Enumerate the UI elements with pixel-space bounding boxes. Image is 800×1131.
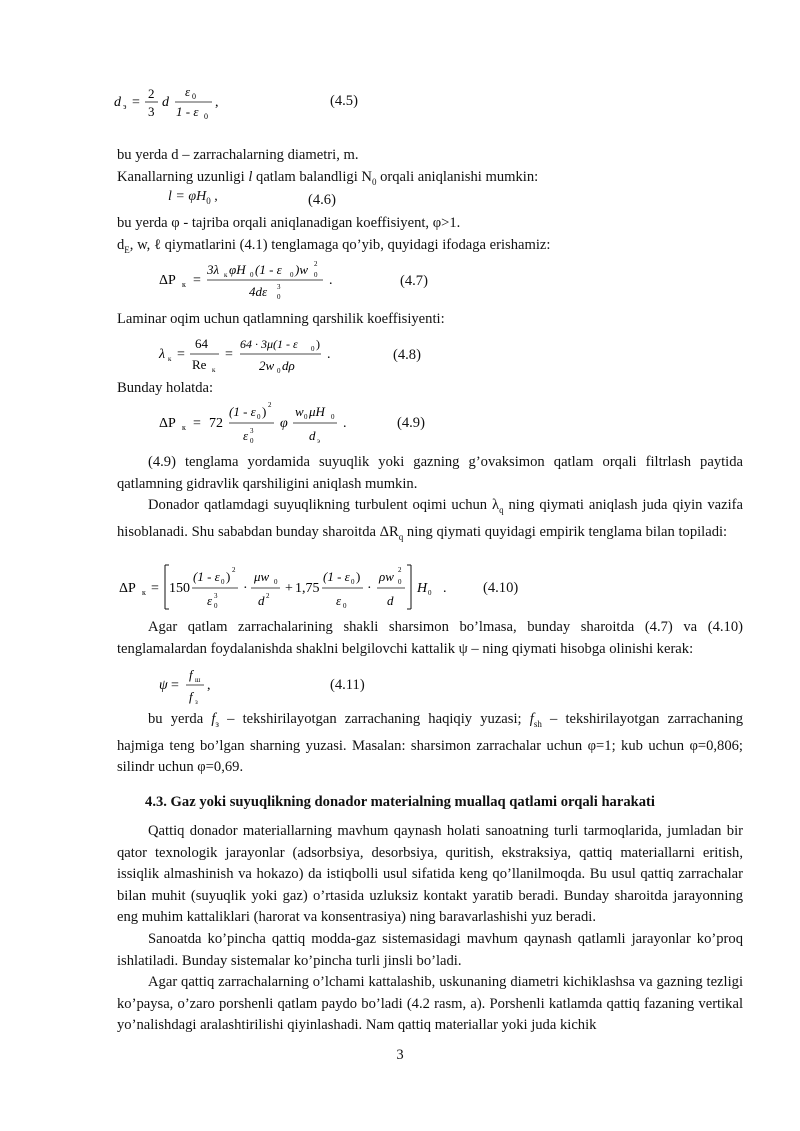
svg-text:ρw: ρw — [379, 569, 394, 584]
svg-text:0: 0 — [311, 345, 315, 353]
svg-text:ΔP: ΔP — [119, 581, 136, 596]
paragraph-in-this-case: Bunday holatda: — [117, 380, 214, 396]
svg-text:ш: ш — [195, 676, 201, 684]
eq-number-4-6: (4.6) — [308, 192, 336, 208]
svg-text:к: к — [212, 366, 216, 374]
eq45-lhs: d — [114, 95, 121, 110]
svg-text:0: 0 — [277, 293, 281, 301]
svg-text:0: 0 — [398, 578, 402, 586]
svg-text:)w: )w — [295, 262, 308, 277]
paragraph-diameter: bu yerda d – zarrachalarning diametri, m. — [117, 147, 359, 163]
svg-text:dρ: dρ — [282, 358, 295, 373]
svg-text:λ: λ — [159, 347, 166, 362]
eq45-coef-den: 3 — [148, 104, 155, 119]
svg-text:μH: μH — [309, 404, 325, 419]
svg-text:(1 - ε: (1 - ε — [323, 569, 350, 584]
eq-number-4-8: (4.8) — [393, 347, 421, 363]
svg-text:3: 3 — [214, 592, 218, 600]
svg-text:0: 0 — [351, 578, 355, 586]
svg-text:0: 0 — [314, 271, 318, 279]
eq47-lhs: ΔP — [159, 273, 176, 288]
svg-text:к: к — [168, 355, 172, 363]
svg-text:=: = — [171, 678, 179, 693]
svg-text:72: 72 — [209, 416, 223, 431]
svg-text:): ) — [262, 404, 267, 419]
svg-text:2: 2 — [266, 592, 270, 600]
paragraph-turbulent: Donador qatlamdagi suyuqlikning turbulent oqimi uchun $\lambda_q$ ning qiymati aniqlash juda qiyin vazifa hisoblanadi. Shu sababdan bunday sharoitda $\Delta R_q$ ning qiymati quyidagi empirik tenglama bilan topiladi: — [117, 497, 744, 542]
svg-text:w: w — [295, 404, 304, 419]
svg-text:d: d — [387, 593, 394, 608]
svg-text:φH: φH — [229, 262, 246, 277]
svg-text:,: , — [207, 678, 211, 693]
svg-text:1,75: 1,75 — [295, 581, 320, 596]
svg-text:0: 0 — [221, 578, 225, 586]
svg-text:·: · — [367, 581, 372, 596]
svg-text:.: . — [443, 581, 447, 596]
svg-text:64: 64 — [195, 336, 208, 351]
svg-text:0: 0 — [277, 367, 281, 375]
equation-4-7 — [157, 256, 347, 306]
paragraph-shape-factor: Agar qatlam zarrachalarining shakli sharsimon bo’lmasa, bunday sharoitda (4.7) va (4.10) tenglamalardan foydalanishda shaklni belgilovchi kattalik ψ – ning qiymati hisobga olinishi kerak: — [117, 619, 743, 657]
paragraph-piston-layer: Agar qattiq zarrachalarning o’lchami kattalashib, uskunaning diametri kichiklashsa va gazning tezligi ko’paysa, o’zaro porshenli qatlam paydo bo’ladi (4.2 rasm, a). Porshenli katlamda qattiq fazaning vertikal yo’nalishdagi aralashtirilishi qiyinlashadi. Nam qattiq materiallar yoki juda kichik — [117, 974, 743, 1034]
svg-text:0: 0 — [214, 602, 218, 610]
eq45-frac-num: ε — [185, 84, 191, 99]
svg-text:f: f — [189, 667, 193, 682]
equation-4-8 — [157, 330, 337, 378]
svg-text:0: 0 — [250, 271, 254, 279]
svg-text:64 · 3μ(1 - ε: 64 · 3μ(1 - ε — [240, 337, 298, 351]
svg-text:0: 0 — [304, 413, 308, 421]
equation-4-9 — [157, 397, 357, 449]
svg-text:4dε: 4dε — [249, 284, 268, 299]
svg-text:=: = — [193, 273, 201, 288]
svg-text:3λ: 3λ — [207, 262, 220, 277]
svg-text:(1 - ε: (1 - ε — [229, 404, 256, 419]
svg-text:Re: Re — [192, 357, 207, 372]
eq45-coef-num: 2 — [148, 86, 155, 101]
svg-text:2w: 2w — [259, 358, 275, 373]
svg-text:(1 - ε: (1 - ε — [193, 569, 220, 584]
svg-text:·: · — [243, 581, 248, 596]
equation-4-10 — [117, 561, 477, 615]
svg-text:H: H — [417, 581, 428, 596]
eq45-var: d — [162, 95, 169, 110]
svg-text:2: 2 — [232, 566, 236, 574]
svg-text:0: 0 — [257, 413, 261, 421]
svg-text:0: 0 — [343, 602, 347, 610]
eq-number-4-7: (4.7) — [400, 273, 428, 289]
paragraph-coefficient: bu yerda φ - tajriba orqali aniqlanadigan koeffisiyent, φ>1. — [117, 215, 461, 231]
svg-text:f: f — [189, 689, 193, 704]
svg-text:0: 0 — [274, 578, 278, 586]
svg-text:2: 2 — [398, 566, 402, 574]
paragraph-4-9-usage: (4.9) tenglama yordamida suyuqlik yoki gazning g’ovaksimon qatlam orqali filtrlash paytida qatlamning gidravlik qarshiligini aniqlash mumkin. — [117, 454, 743, 492]
svg-text:к: к — [182, 280, 186, 289]
svg-text:(1 - ε: (1 - ε — [255, 262, 282, 277]
svg-text:φ: φ — [280, 416, 288, 431]
svg-text:): ) — [316, 337, 320, 351]
eq-number-4-5: (4.5) — [330, 93, 358, 109]
svg-text:=: = — [225, 347, 233, 362]
svg-text:.: . — [327, 347, 331, 362]
svg-text:d: d — [309, 428, 316, 443]
svg-text:.: . — [343, 416, 347, 431]
paragraph-laminar: Laminar oqim uchun qatlamning qarshilik koeffisiyenti: — [117, 311, 445, 327]
svg-text:): ) — [356, 569, 361, 584]
svg-text:2: 2 — [268, 401, 272, 409]
svg-text:3: 3 — [277, 283, 281, 291]
svg-text:=: = — [132, 95, 140, 110]
svg-text:к: к — [182, 423, 186, 432]
eq-number-4-10: (4.10) — [483, 580, 519, 596]
svg-text:+: + — [285, 581, 293, 596]
paragraph-fluidized-bed: Qattiq donador materiallarning mavhum qaynash holati sanoatning turli tarmoqlarida, jumladan bir qator texnologik jarayonlar (adsorbsiya, desorbsiya, quritish, ekstraksiya, qattiq materiallarni eritish, issiqlik almashinish va hokazo) da istiqbolli usul sifatida keng qo’llanilmoqda. Bu usul qattiq zarrachalar bilan muhit (suyuqlik yoki gaz) o’rtasida uzluksiz kontakt yaratib beradi. Bunday sharoitda jarayonning eng muhim kattaliklari (harorat va konsentrasiya) ning baravarlashishi yuz beradi. — [117, 823, 743, 926]
svg-text:э: э — [317, 437, 321, 445]
svg-text:ε: ε — [207, 593, 213, 608]
page-number: 3 — [396, 1047, 404, 1063]
svg-text:2: 2 — [314, 260, 318, 268]
eq45-tail: , — [215, 95, 219, 110]
paragraph-industry: Sanoatda ko’pincha qattiq modda-gaz sistemasidagi mavhum qaynash qatlamli jarayonlar ko’proq ishlatiladi. Bunday sistemalar ko’pincha turli jinsli bo’ladi. — [117, 931, 743, 969]
paragraph-channel-length: Kanallarning uzunligi l qatlam balandligi $N_0$ orqali aniqlanishi mumkin: — [117, 169, 539, 187]
svg-text:0: 0 — [428, 589, 432, 597]
eq45-frac-den-sub: 0 — [204, 112, 208, 121]
section-heading: 4.3. Gaz yoki suyuqlikning donador materialning muallaq qatlami orqali harakati — [145, 794, 655, 810]
svg-text:μw: μw — [254, 569, 270, 584]
svg-text:150: 150 — [169, 581, 190, 596]
equation-4-11 — [157, 661, 227, 709]
equation-4-5 — [112, 78, 232, 124]
svg-text:3: 3 — [250, 427, 254, 435]
svg-text:=: = — [151, 581, 159, 596]
equation-4-6: $l = \varphi H_0$ , — [168, 189, 218, 206]
eq-number-4-9: (4.9) — [397, 415, 425, 431]
svg-text:=: = — [177, 347, 185, 362]
svg-text:к: к — [142, 588, 146, 597]
svg-text:з: з — [195, 698, 198, 706]
svg-text:0: 0 — [331, 413, 335, 421]
eq-number-4-11: (4.11) — [330, 677, 365, 693]
svg-text:к: к — [224, 271, 228, 279]
svg-text:ΔP: ΔP — [159, 416, 176, 431]
svg-text:d: d — [258, 593, 265, 608]
eq45-frac-num-sub: 0 — [192, 92, 196, 101]
svg-text:ε: ε — [243, 428, 249, 443]
svg-text:.: . — [329, 273, 333, 288]
svg-text:ψ: ψ — [159, 678, 168, 693]
svg-text:ε: ε — [336, 593, 342, 608]
eq45-frac-den: 1 - ε — [176, 104, 199, 119]
paragraph-surfaces: bu yerda $f_з$ – tekshirilayotgan zarrachaning haqiqiy yuzasi; $f_{sh}$ – tekshirilayotgan zarrachaning hajmiga teng bo’lgan sharning yuzasi. Masalan: sharsimon zarrachalar uchun φ=1; kub uchun φ=0,806; silindr uchun φ=0,69. — [117, 711, 743, 776]
eq45-lhs-sub: э — [123, 102, 127, 111]
svg-text:0: 0 — [290, 271, 294, 279]
svg-text:0: 0 — [250, 437, 254, 445]
svg-text:): ) — [226, 569, 231, 584]
svg-text:=: = — [193, 416, 201, 431]
paragraph-substitution: $d_E$, w, ℓ qiymatlarini (4.1) tenglamaga qo’yib, quyidagi ifodaga erishamiz: — [117, 237, 551, 255]
